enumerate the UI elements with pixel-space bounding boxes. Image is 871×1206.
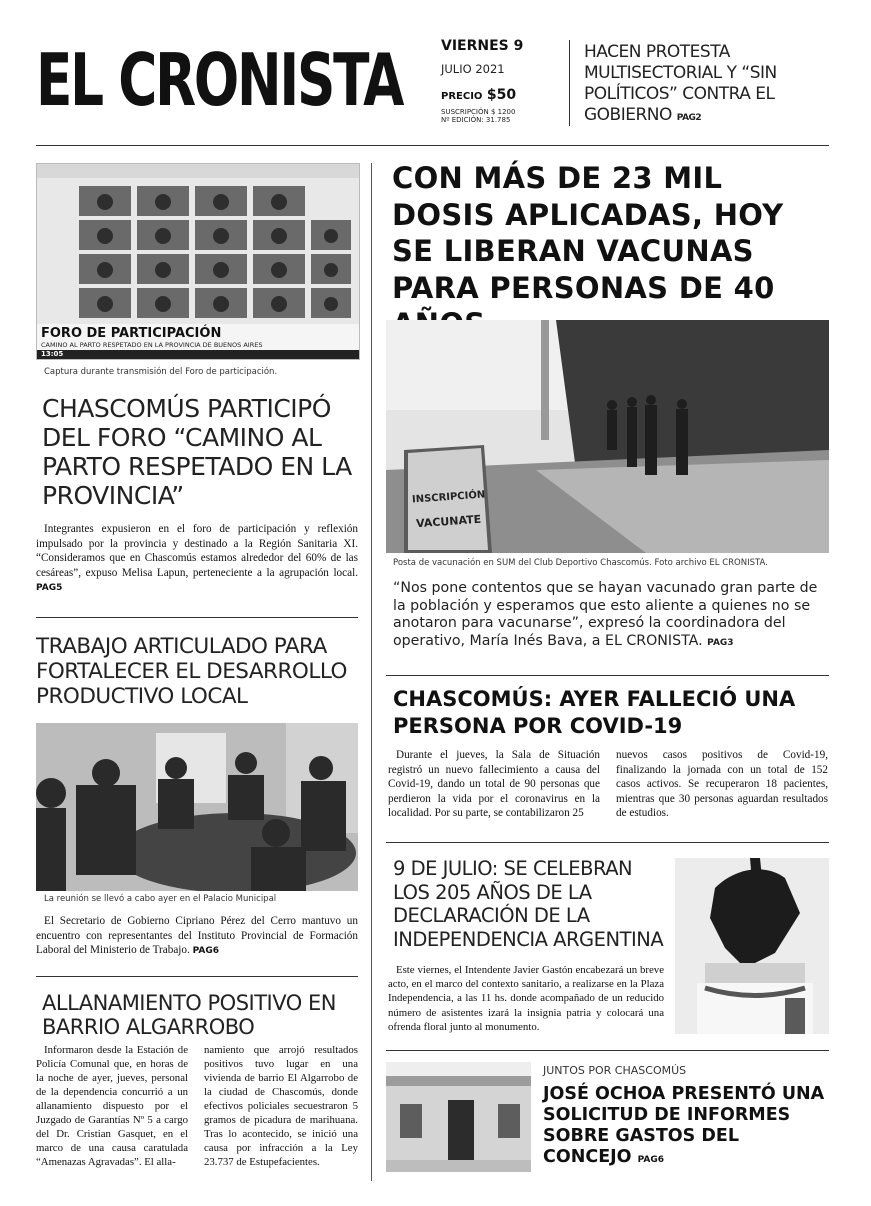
page-ref: PAG2 bbox=[676, 113, 702, 123]
allanamiento-headline[interactable]: ALLANAMIENTO POSITIVO EN BARRIO ALGARROBO bbox=[42, 991, 336, 1039]
masthead-rule bbox=[36, 145, 829, 146]
masthead-divider bbox=[569, 40, 570, 126]
foro-overlay-title: FORO DE PARTICIPACIÓN bbox=[41, 326, 222, 341]
monument-photo bbox=[675, 858, 829, 1034]
foro-caption: Captura durante transmisión del Foro de participación. bbox=[44, 367, 278, 377]
column-divider bbox=[371, 163, 372, 1181]
ochoa-headline-text: JOSÉ OCHOA PRESENTÓ UNA SOLICITUD DE INFORMES SOBRE GASTOS DEL CONCEJO bbox=[543, 1084, 825, 1167]
foro-body-text: Integrantes expusieron en el foro de participación y reflexión impulsado por la provincia y destinado a la Región Sanitaria XI. “Consideramos que en Chascomús estamos alrededor del 60% de las cesáreas”, expuso Melisa Lapun, perteneciente a la agrupación local. bbox=[36, 523, 358, 579]
vacunas-sign-line2: VACUNATE bbox=[415, 512, 482, 531]
issue-day: VIERNES 9 bbox=[441, 38, 524, 54]
section-rule bbox=[36, 976, 358, 977]
vacunas-caption: Posta de vacunación en SUM del Club Deportivo Chascomús. Foto archivo EL CRONISTA. bbox=[393, 558, 768, 568]
foro-screenshot-photo bbox=[36, 163, 360, 360]
vacunas-quote bbox=[393, 580, 827, 652]
price-label: PRECIO bbox=[441, 91, 483, 102]
section-rule bbox=[386, 842, 829, 843]
front-teaser-text: HACEN PROTESTA MULTISECTORIAL Y “SIN POLÍTICOS” CONTRA EL GOBIERNO bbox=[584, 42, 777, 125]
covid-headline[interactable]: CHASCOMÚS: AYER FALLECIÓ UNA PERSONA POR COVID-19 bbox=[393, 687, 796, 738]
covid-col2: nuevos casos positivos de Covid-19, finalizando la jornada con un total de 152 casos activos. Se recuperaron 18 pacientes, mientras que 30 personas aguardan resultados de estudios. bbox=[616, 749, 828, 820]
foro-overlay-subtitle: CAMINO AL PARTO RESPETADO EN LA PROVINCIA DE BUENOS AIRES bbox=[41, 341, 263, 349]
trabajo-body bbox=[36, 914, 358, 959]
vacunas-quote-text: “Nos pone contentos que se hayan vacunado gran parte de la población y esperamos que esto aliente a quienes no se anotaron para vacunarse”, expresó la coordinadora del operativo, María Inés Bava, a EL CRONISTA. bbox=[393, 580, 818, 649]
front-teaser[interactable] bbox=[584, 42, 834, 129]
allanamiento-col2: namiento que arrojó resultados positivos tuvo lugar en una vivienda de barrio El Algarrobo de la ciudad de Chascomús, donde efectivos policiales secuestraron 5 gramos de picadura de marihuana. Tras lo acontecido, se inició una causa por infracción a la Ley 23.737 de Estupefacientes. bbox=[204, 1044, 358, 1168]
foro-headline[interactable]: CHASCOMÚS PARTICIPÓ DEL FORO “CAMINO AL PARTO RESPETADO EN LA PROVINCIA” bbox=[42, 394, 352, 510]
ochoa-headline[interactable] bbox=[543, 1084, 833, 1171]
page-ref: PAG3 bbox=[707, 637, 734, 648]
julio-headline[interactable]: 9 DE JULIO: SE CELEBRAN LOS 205 AÑOS DE LA DECLARACIÓN DE LA INDEPENDENCIA ARGENTINA bbox=[393, 857, 664, 951]
trabajo-meeting-photo bbox=[36, 723, 358, 891]
section-rule bbox=[386, 675, 829, 676]
vacunas-headline[interactable]: CON MÁS DE 23 MIL DOSIS APLICADAS, HOY SE LIBERAN VACUNAS PARA PERSONAS DE 40 bbox=[392, 161, 784, 305]
price-block bbox=[441, 86, 516, 104]
vacunas-sign-line1: INSCRIPCIÓN bbox=[411, 489, 486, 506]
trabajo-caption: La reunión se llevó a cabo ayer en el Palacio Municipal bbox=[44, 894, 277, 904]
foro-body bbox=[36, 522, 358, 596]
subscription-price: SUSCRIPCIÓN $ 1200 bbox=[441, 108, 516, 116]
foro-overlay-time: 13:05 bbox=[41, 350, 64, 358]
julio-body: Este viernes, el Intendente Javier Gastón encabezará un breve acto, en el marco del contexto sanitario, a realizarse en la Plaza Independencia, a las 11 hs. donde acompañado de un reducido número de asistentes izará la insignia patria y colocará una ofrenda floral junto al monumento. bbox=[388, 964, 664, 1033]
masthead-title: EL CRONISTA bbox=[36, 38, 403, 122]
page-ref: PAG6 bbox=[192, 946, 219, 957]
allanamiento-col1: Informaron desde la Estación de Policía Comunal que, en horas de la noche de ayer, jueves, personal de la dependencia concurrió a un allanamiento dispuesto por el Juzgado de Garantías Nº 5 a cargo del Dr. Cristian Gasquet, en el marco de una causa caratulada “Amenazas Agravadas”. El alla- bbox=[36, 1044, 188, 1168]
section-rule bbox=[36, 617, 358, 618]
trabajo-headline[interactable]: TRABAJO ARTICULADO PARA FORTALECER EL DESARROLLO PRODUCTIVO LOCAL bbox=[36, 634, 347, 709]
edition-number: Nº EDICIÓN: 31.785 bbox=[441, 116, 511, 124]
issue-month-year: JULIO 2021 bbox=[441, 62, 505, 76]
ochoa-kicker: JUNTOS POR CHASCOMÚS bbox=[543, 1064, 687, 1077]
vacunas-photo bbox=[386, 320, 829, 553]
concejo-building-photo bbox=[386, 1062, 531, 1172]
page-ref: PAG5 bbox=[36, 583, 63, 594]
covid-col1: Durante el jueves, la Sala de Situación registró un nuevo fallecimiento a causa del Covid-19, dando un total de 90 personas que perdieron la vida por el coronavirus en la localidad. Por su parte, se contabilizaron 25 bbox=[388, 749, 600, 820]
section-rule bbox=[386, 1050, 829, 1051]
price-value: $50 bbox=[486, 87, 517, 103]
page-ref: PAG6 bbox=[637, 1155, 665, 1165]
trabajo-body-text: El Secretario de Gobierno Cipriano Pérez del Cerro mantuvo un encuentro con representantes del Instituto Provincial de Formación Laboral del Ministerio de Trabajo. bbox=[36, 915, 358, 957]
